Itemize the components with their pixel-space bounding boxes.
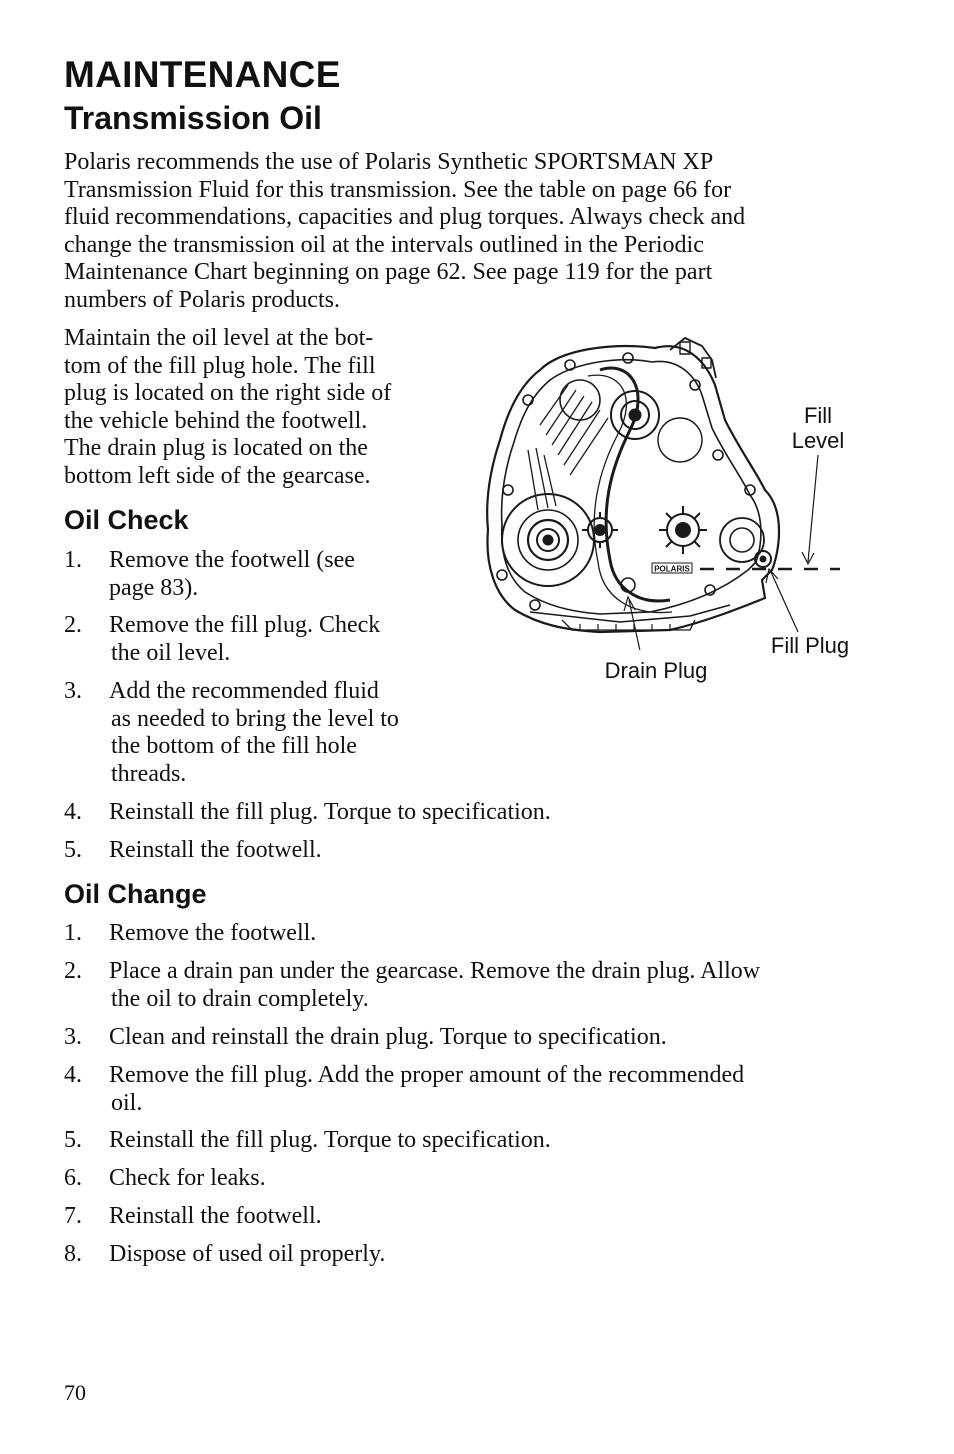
oil-check-heading: Oil Check — [64, 505, 189, 535]
step-text: Remove the footwell. — [109, 920, 317, 946]
level-note-line: Maintain the oil level at the bot- — [64, 325, 374, 351]
step-text: Remove the fill plug. Check — [109, 612, 381, 638]
step-text: Add the recommended fluid — [109, 678, 379, 704]
drain-plug-leader — [629, 600, 642, 650]
step-text: Check for leaks. — [109, 1165, 266, 1191]
level-note-line: plug is located on the right side of — [64, 380, 392, 406]
fill-level-label-line: Fill — [803, 403, 833, 428]
level-note-line: bottom left side of the gearcase. — [64, 462, 371, 489]
level-note-line: tom of the fill plug hole. The fill — [64, 352, 376, 379]
topic-title: Transmission Oil — [64, 100, 322, 136]
step-text: the bottom of the fill hole — [111, 733, 357, 759]
level-note-line: the vehicle behind the footwell. — [64, 407, 368, 434]
step-number: 7. — [64, 1203, 82, 1229]
step-text: Place a drain pan under the gearcase. Remove the drain plug. Allow — [109, 958, 761, 984]
section-title: MAINTENANCE — [64, 54, 341, 95]
oil-change-heading: Oil Change — [64, 879, 207, 909]
intro-paragraph — [64, 149, 745, 314]
gearcase-inner-wall — [502, 360, 761, 614]
step-number: 4. — [64, 1062, 82, 1088]
step-number: 4. — [64, 799, 82, 825]
step-text: oil. — [111, 1089, 143, 1116]
level-note-paragraph — [64, 325, 391, 490]
step-text: as needed to bring the level to — [111, 705, 399, 732]
gearcase-figure — [480, 330, 870, 650]
step-text: the oil level. — [111, 639, 231, 666]
right-bearing — [720, 518, 764, 562]
center-spline-gear — [659, 506, 707, 554]
step-number: 5. — [64, 1127, 82, 1153]
step-number: 8. — [64, 1241, 82, 1267]
step-text: Remove the fill plug. Add the proper amount of the recommended — [109, 1062, 745, 1088]
step-number: 2. — [64, 958, 82, 984]
fill-plug-label: Fill Plug — [770, 633, 850, 658]
step-text: page 83). — [109, 574, 199, 601]
step-text: Reinstall the footwell. — [109, 1203, 322, 1229]
level-note-line: The drain plug is located on the — [64, 435, 368, 461]
fill-level-leader — [808, 455, 818, 562]
intro-line: numbers of Polaris products. — [64, 286, 340, 313]
fill-level-label-line: Level — [791, 428, 845, 453]
intro-line: Maintenance Chart beginning on page 62. See page 119 for the part — [64, 259, 713, 285]
step-text: threads. — [111, 760, 187, 787]
step-text: the oil to drain completely. — [111, 985, 369, 1012]
fill-plug-leader — [771, 572, 798, 632]
intro-line: Transmission Fluid for this transmission. See the table on page 66 for — [64, 176, 732, 203]
step-number: 6. — [64, 1165, 82, 1191]
step-text: Clean and reinstall the drain plug. Torque to specification. — [109, 1024, 667, 1050]
page-number: 70 — [64, 1380, 86, 1405]
intro-line: Polaris recommends the use of Polaris Synthetic SPORTSMAN XP — [64, 149, 714, 175]
step-number: 1. — [64, 920, 82, 946]
step-number: 2. — [64, 612, 82, 638]
step-number: 5. — [64, 837, 82, 863]
fill-level-label — [776, 403, 860, 453]
step-text: Dispose of used oil properly. — [109, 1241, 386, 1267]
step-number: 1. — [64, 547, 82, 573]
upper-bearing — [611, 391, 659, 439]
step-text: Reinstall the fill plug. Torque to specification. — [109, 799, 551, 825]
step-text: Remove the footwell (see — [109, 547, 355, 573]
step-text: Reinstall the footwell. — [109, 837, 322, 863]
step-number: 3. — [64, 1024, 82, 1050]
drain-plug-label: Drain Plug — [604, 658, 708, 683]
step-text: Reinstall the fill plug. Torque to specification. — [109, 1127, 551, 1153]
step-number: 3. — [64, 678, 82, 704]
intro-line: fluid recommendations, capacities and plug torques. Always check and — [64, 204, 746, 230]
intro-line: change the transmission oil at the intervals outlined in the Periodic — [64, 231, 704, 258]
brand-mark: POLARIS — [654, 564, 690, 574]
